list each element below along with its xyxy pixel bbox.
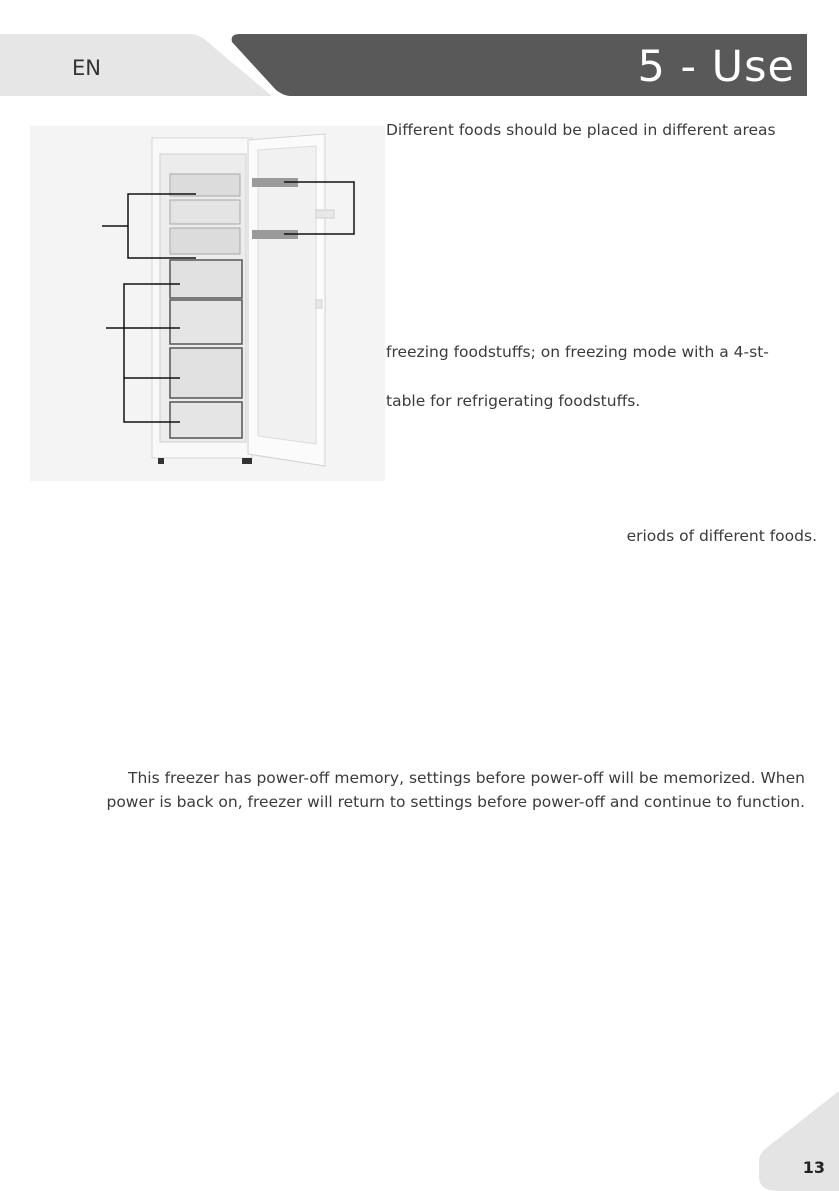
- drawer-1: [170, 260, 242, 298]
- paragraph-line-3: table for refrigerating foodstuffs.: [386, 392, 641, 410]
- top-compartment-3: [170, 228, 240, 254]
- chapter-title: 5 - Use: [637, 42, 795, 92]
- drawer-3: [170, 348, 242, 398]
- language-tab: [0, 34, 272, 96]
- door-handle: [316, 210, 334, 218]
- page-corner: [759, 1091, 839, 1191]
- language-label: EN: [72, 56, 101, 80]
- drawer-2: [170, 300, 242, 344]
- paragraph-line-1: Different foods should be placed in different areas: [386, 121, 776, 139]
- top-compartment-2: [170, 200, 240, 224]
- memory-line-2: power is back on, freezer will return to settings before power-off and continue to function.: [106, 793, 805, 811]
- drawer-4: [170, 402, 242, 438]
- freezer-figure: [30, 126, 385, 481]
- page-number: 13: [802, 1158, 825, 1177]
- paragraph-line-4: eriods of different foods.: [626, 527, 817, 545]
- memory-line-1: This freezer has power-off memory, settings before power-off will be memorized. When: [128, 769, 805, 787]
- paragraph-line-2: freezing foodstuffs; on freezing mode with a 4-st-: [386, 343, 769, 361]
- top-compartment-1: [170, 174, 240, 196]
